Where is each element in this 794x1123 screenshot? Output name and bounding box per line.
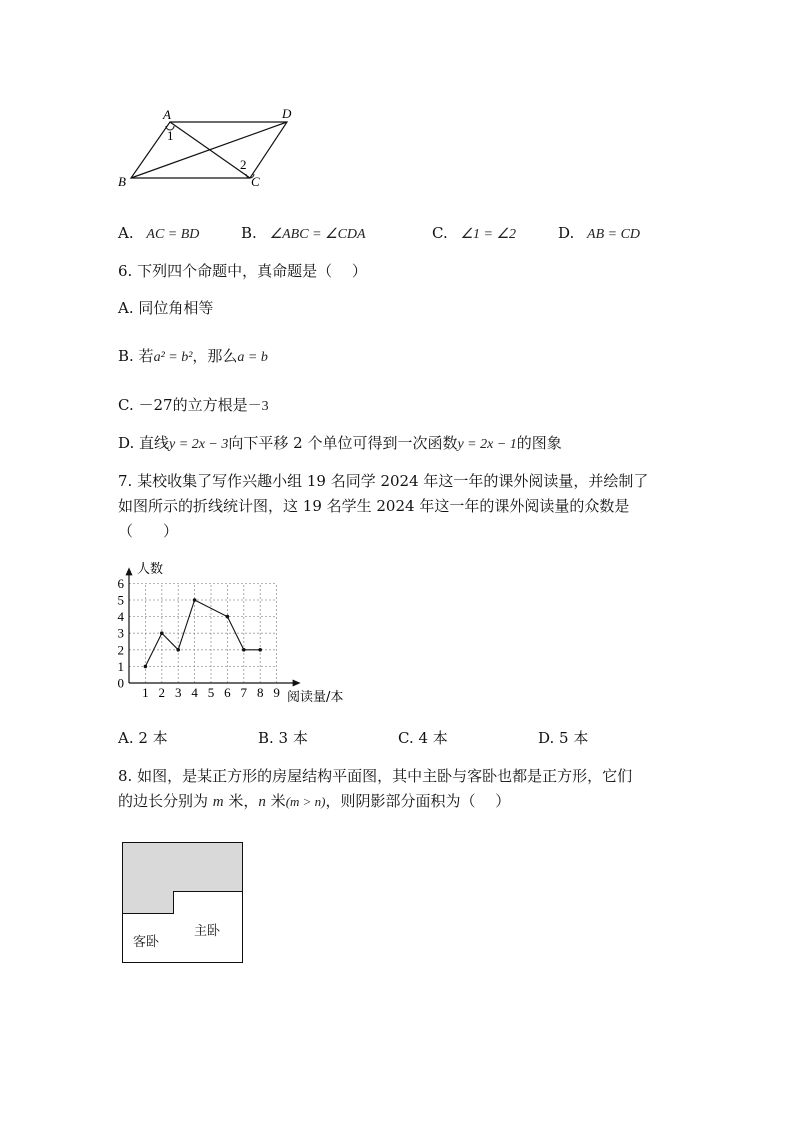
x-tick-label: 2 (158, 685, 166, 700)
q5-option-b[interactable] (241, 223, 366, 245)
data-point (193, 598, 197, 602)
q6-option-a[interactable]: A. 同位角相等 (118, 299, 214, 317)
shaded-region-left (123, 891, 173, 913)
y-tick-label: 3 (117, 625, 124, 641)
q7-option-a[interactable]: A. 2 本 (118, 729, 168, 747)
q5-option-a-expr: AC = BD (146, 227, 200, 242)
y-axis-arrow (126, 567, 133, 575)
q5-option-b-expr: ∠ABC = ∠CDA (269, 227, 366, 242)
q7-option-b[interactable]: B. 3 本 (258, 729, 308, 747)
vertex-d-label: D (282, 106, 292, 121)
q5-option-c-expr: ∠1 = ∠2 (460, 227, 517, 242)
q8-stem-part-a: 的边长分别为 (118, 792, 213, 810)
q6-option-d-expr1: y = 2x − 3 (169, 437, 229, 452)
reading-line-chart (110, 556, 370, 706)
x-tick-label: 1 (142, 685, 149, 700)
q6-option-b-mid: ，那么 (192, 347, 238, 365)
q7-stem-line3: （ ） (118, 522, 179, 540)
y-tick-label: 1 (117, 658, 124, 674)
data-point (226, 615, 230, 619)
chart-axes (126, 567, 301, 686)
q6-option-c[interactable] (118, 395, 269, 417)
vertex-c-label: C (251, 174, 260, 189)
y-tick-label: 6 (117, 575, 124, 591)
floor-plan (122, 842, 243, 963)
y-tick-label: 2 (117, 642, 124, 658)
x-tick-label: 5 (207, 685, 215, 700)
chart-tick-labels (118, 576, 280, 700)
q7-option-d[interactable]: D. 5 本 (538, 729, 589, 747)
angle2-label: 2 (240, 157, 247, 172)
vertex-a-label: A (163, 107, 171, 122)
x-tick-label: 4 (191, 685, 198, 700)
q6-stem: 6. 下列四个命题中，真命题是（ ） (118, 262, 367, 280)
q8-stem-line2 (118, 791, 510, 812)
q8-stem-line1: 8. 如图，是某正方形的房屋结构平面图，其中主卧与客卧也都是正方形，它们 (118, 767, 633, 785)
x-tick-label: 6 (224, 685, 231, 700)
vertex-b-label: B (118, 174, 126, 189)
x-tick-label: 9 (273, 685, 280, 700)
q7-stem-line1: 7. 某校收集了写作兴趣小组 19 名同学 2024 年这一年的课外阅读量，并绘制了 (118, 472, 649, 490)
x-axis-arrow (293, 680, 301, 687)
x-tick-label: 3 (174, 685, 182, 700)
chart-y-axis-label: 人数 (137, 562, 164, 577)
q5-option-b-letter: B. (241, 224, 257, 242)
q7-option-c[interactable]: C. 4 本 (398, 729, 448, 747)
q8-condition: (m > n) (285, 794, 326, 809)
q8-stem-part-b: 米， (223, 792, 259, 810)
y-tick-label: 5 (117, 592, 124, 608)
q5-option-c-letter: C. (432, 224, 448, 242)
q5-option-a-letter: A. (118, 224, 134, 242)
q8-stem-part-d: ，则阴影部分面积为（ ） (325, 792, 511, 810)
y-tick-label: 4 (117, 609, 124, 625)
q6-option-b-expr1: a² = b² (153, 350, 193, 365)
q5-option-c[interactable] (432, 223, 516, 245)
q8-var-m: m (212, 794, 224, 810)
q5-option-d-expr: AB = CD (587, 227, 641, 242)
x-tick-label: 8 (256, 685, 264, 700)
q8-stem-part-c: 米 (265, 792, 286, 810)
q6-option-d-prefix: D. 直线 (118, 434, 170, 452)
data-point (258, 648, 262, 652)
data-point (176, 648, 180, 652)
q6-option-d-mid: 向下平移 2 个单位可得到一次函数 (228, 434, 458, 452)
x-tick-label: 7 (240, 685, 248, 700)
q6-option-d-suffix: 的图象 (516, 434, 562, 452)
q5-option-d[interactable] (558, 223, 640, 245)
guest-bedroom-label: 客卧 (133, 935, 160, 950)
data-point (160, 631, 164, 635)
q6-option-b[interactable] (118, 346, 268, 368)
data-point (144, 665, 148, 669)
chart-x-axis-label: 阅读量/本 (287, 690, 344, 705)
diagonal-bd (131, 122, 287, 178)
q8-var-n: n (258, 794, 266, 810)
q6-option-c-prefix: C. －27的立方根是 (118, 396, 248, 414)
chart-grid (129, 583, 277, 683)
q6-option-b-prefix: B. 若 (118, 347, 154, 365)
shaded-region (123, 843, 242, 891)
angle1-label: 1 (167, 128, 174, 143)
q5-option-d-letter: D. (558, 224, 575, 242)
q6-option-b-expr2: a = b (237, 350, 268, 365)
master-bedroom-label: 主卧 (194, 924, 221, 939)
q7-stem-line2: 如图所示的折线统计图，这 19 名学生 2024 年这一年的课外阅读量的众数是 (118, 497, 630, 515)
y-tick-label: 0 (117, 675, 124, 691)
q6-option-d-expr2: y = 2x − 1 (457, 437, 517, 452)
q6-option-d[interactable] (118, 433, 562, 455)
q5-option-a[interactable] (118, 223, 199, 245)
q6-option-c-expr: －3 (247, 399, 269, 414)
data-point (242, 648, 246, 652)
parallelogram-figure (110, 100, 310, 195)
